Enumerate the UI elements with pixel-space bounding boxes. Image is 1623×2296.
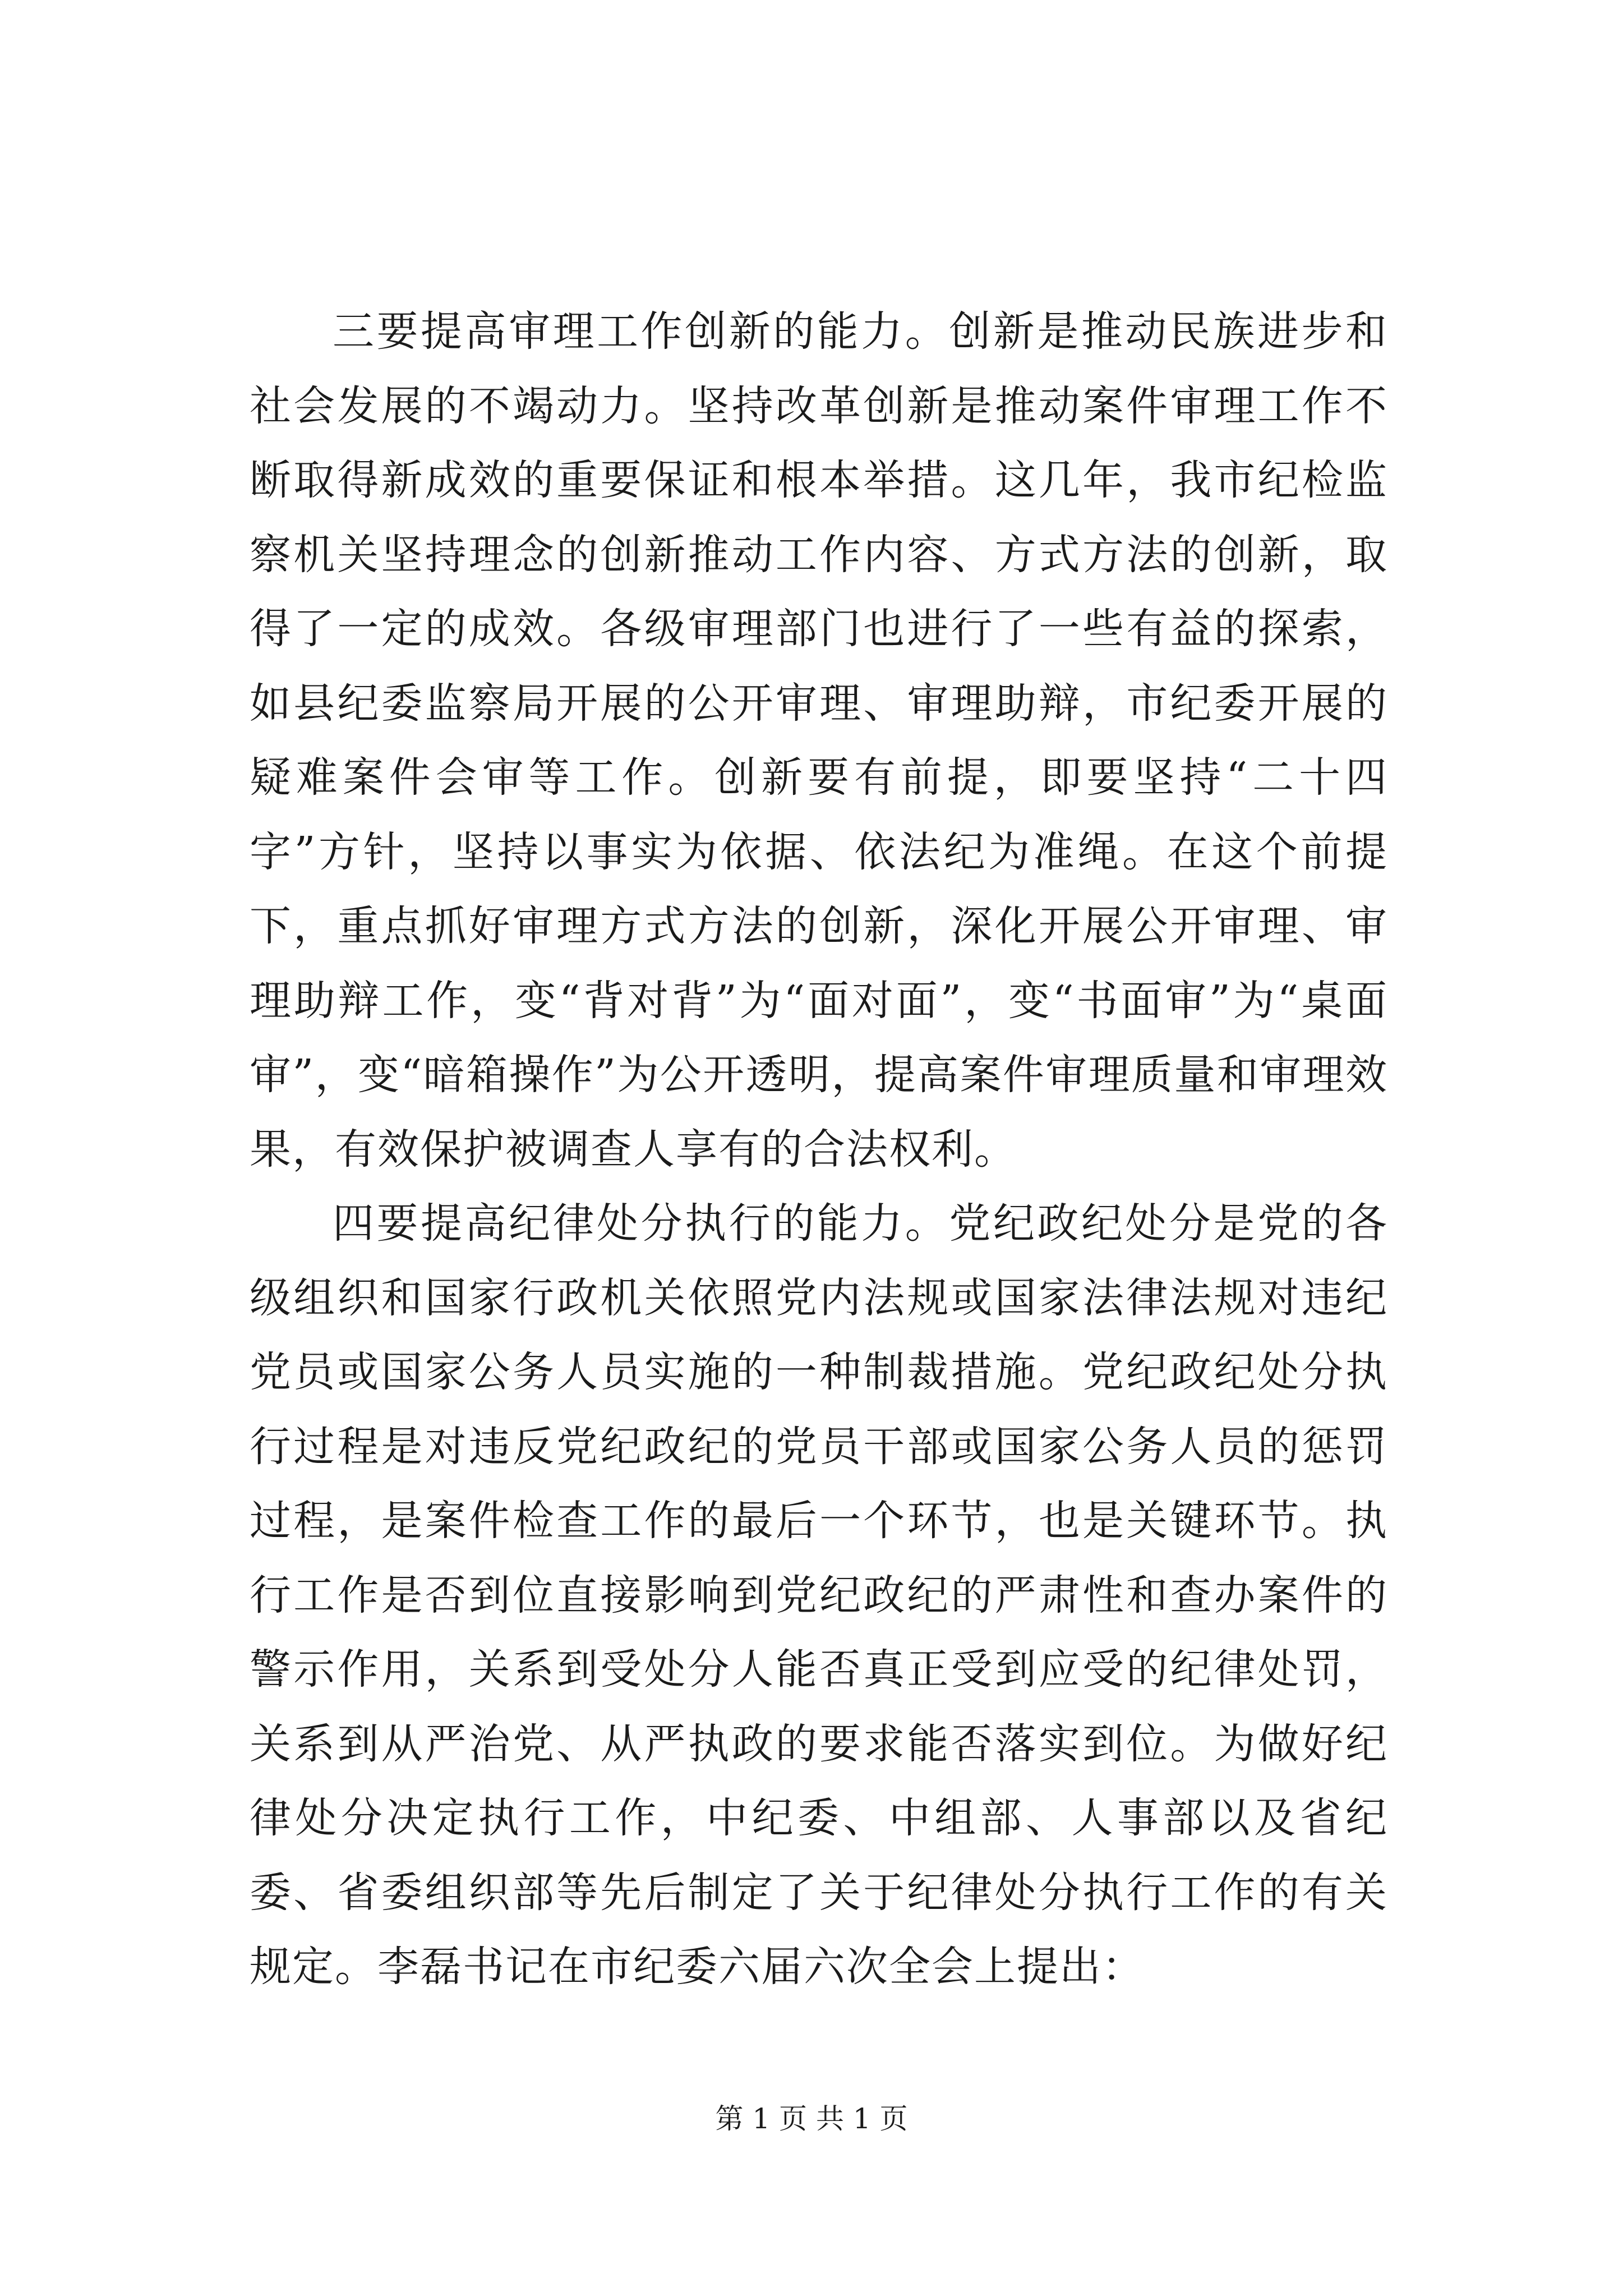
page-footer: 第 1 页 共 1 页: [715, 2102, 908, 2135]
paragraph-2: 四要提高纪律处分执行的能力。党纪政纪处分是党的各级组织和国家行政机关依照党内法规或国家法律法规对违纪党员或国家公务人员实施的一种制裁措施。党纪政纪处分执行过程是对违反党纪政纪的党员干部或国家公务人员的惩罚过程，是案件检查工作的最后一个环节，也是关键环节。执行工作是否到位直接影响到党纪政纪的严肃性和查办案件的警示作用，关系到受处分人能否真正受到应受的纪律处罚，关系到从严治党、从严执政的要求能否落实到位。为做好纪律处分决定执行工作，中纪委、中组部、人事部以及省纪委、省委组织部等先后制定了关于纪律处分执行工作的有关规定。李磊书记在市纪委六届六次全会上提出：: [250, 1199, 1388, 1991]
document-body: [250, 295, 1388, 2004]
paragraph-1: 三要提高审理工作创新的能力。创新是推动民族进步和社会发展的不竭动力。坚持改革创新是推动案件审理工作不断取得新成效的重要保证和根本举措。这几年，我市纪检监察机关坚持理念的创新推动工作内容、方式方法的创新，取得了一定的成效。各级审理部门也进行了一些有益的探索，如县纪委监察局开展的公开审理、审理助辩，市纪委开展的疑难案件会审等工作。创新要有前提，即要坚持“二十四字”方针，坚持以事实为依据、依法纪为准绳。在这个前提下，重点抓好审理方式方法的创新，深化开展公开审理、审理助辩工作，变“背对背”为“面对面”，变“书面审”为“桌面审”，变“暗箱操作”为公开透明，提高案件审理质量和审理效果，有效保护被调查人享有的合法权利。: [250, 307, 1388, 1174]
